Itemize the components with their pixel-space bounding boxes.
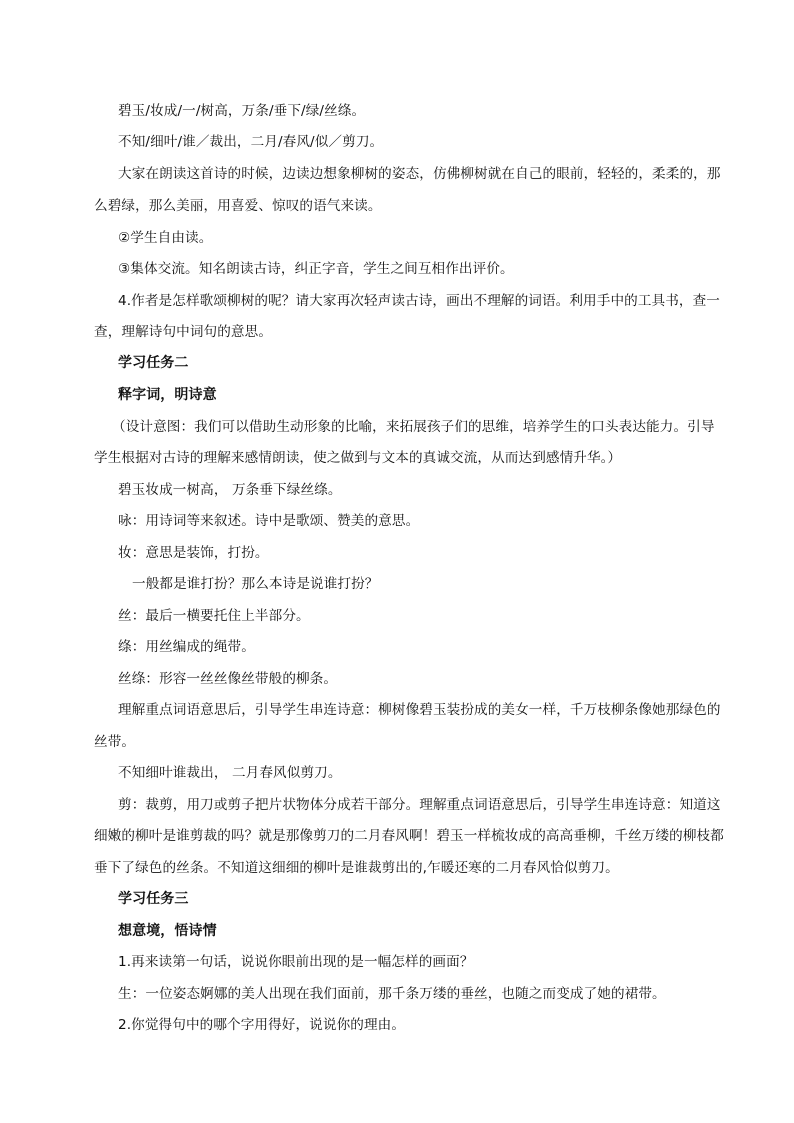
definition-tao: 绦：用丝编成的绳带。 <box>118 639 255 655</box>
question-2: 2.你觉得句中的哪个字用得好，说说你的理由。 <box>118 1017 406 1033</box>
question-4-line-1: 4.作者是怎样歌颂柳树的呢？请大家再次轻声读古诗，画出不理解的词语。利用手中的工具书，查一 <box>118 293 720 309</box>
definition-jian-line-1: 剪：裁剪，用刀或剪子把片状物体分成若干部分。理解重点词语意思后，引导学生串连诗意：知道这 <box>118 797 721 813</box>
definition-jian-line-3: 垂下了绿色的丝条。不知道这细细的柳叶是谁裁剪出的,乍暖还寒的二月春风恰似剪刀。 <box>94 860 619 876</box>
poem-line-1: 碧玉妆成一树高， 万条垂下绿丝绦。 <box>118 482 342 498</box>
reading-guide-line-2: 么碧绿，那么美丽，用喜爱、惊叹的语气来读。 <box>94 198 382 214</box>
question-4-line-2: 查，理解诗句中词句的意思。 <box>94 324 273 340</box>
definition-jian-line-2: 细嫩的柳叶是谁剪裁的吗？就是那像剪刀的二月春风啊！碧玉一样梳妆成的高高垂柳，千丝万缕的柳枝都 <box>94 828 724 844</box>
poem-line-2: 不知细叶谁裁出， 二月春风似剪刀。 <box>118 765 342 781</box>
poem-line-2-pauses: 不知/细叶/谁／裁出，二月/春风/似／剪刀。 <box>118 134 384 150</box>
reading-guide-line-1: 大家在朗读这首诗的时候，边读边想象柳树的姿态，仿佛柳树就在自己的眼前，轻轻的，柔柔的，那 <box>118 166 721 182</box>
task-3-heading: 学习任务三 <box>118 891 189 907</box>
question-who-dresses: 一般都是谁打扮？那么本诗是说谁打扮？ <box>132 576 379 592</box>
question-1: 1.再来读第一句话，说说你眼前出现的是一幅怎样的画面？ <box>118 954 474 970</box>
design-intent-line-2: 学生根据对古诗的理解来感情朗读，使之做到与文本的真诚交流，从而达到感情升华。） <box>94 450 622 466</box>
poem-line-1-pauses: 碧玉/妆成/一/树高，万条/垂下/绿/丝绦。 <box>118 103 366 119</box>
step-free-reading: ②学生自由读。 <box>118 230 213 246</box>
step-group-exchange: ③集体交流。知名朗读古诗，纠正字音，学生之间互相作出评价。 <box>118 261 514 277</box>
definition-sitao: 丝绦：形容一丝丝像丝带般的柳条。 <box>118 671 338 687</box>
definition-si: 丝：最后一横要托住上半部分。 <box>118 608 310 624</box>
definition-zhuang: 妆：意思是装饰，打扮。 <box>118 545 269 561</box>
task-2-heading: 学习任务二 <box>118 355 189 371</box>
meaning-summary-1-line-2: 丝带。 <box>94 734 136 750</box>
student-answer: 生：一位姿态婀娜的美人出现在我们面前，那千条万缕的垂丝，也随之而变成了她的裙带。 <box>118 986 666 1002</box>
design-intent-line-1: （设计意图：我们可以借助生动形象的比喻，来拓展孩子们的思维，培养学生的口头表达能力。引导 <box>112 419 715 435</box>
task-3-subheading: 想意境，悟诗情 <box>118 923 217 939</box>
definition-yong: 咏：用诗词等来叙述。诗中是歌颂、赞美的意思。 <box>118 513 420 529</box>
task-2-subheading: 释字词，明诗意 <box>118 387 217 403</box>
meaning-summary-1-line-1: 理解重点词语意思后，引导学生串连诗意：柳树像碧玉装扮成的美女一样，千万枝柳条像她那绿色的 <box>118 702 721 718</box>
